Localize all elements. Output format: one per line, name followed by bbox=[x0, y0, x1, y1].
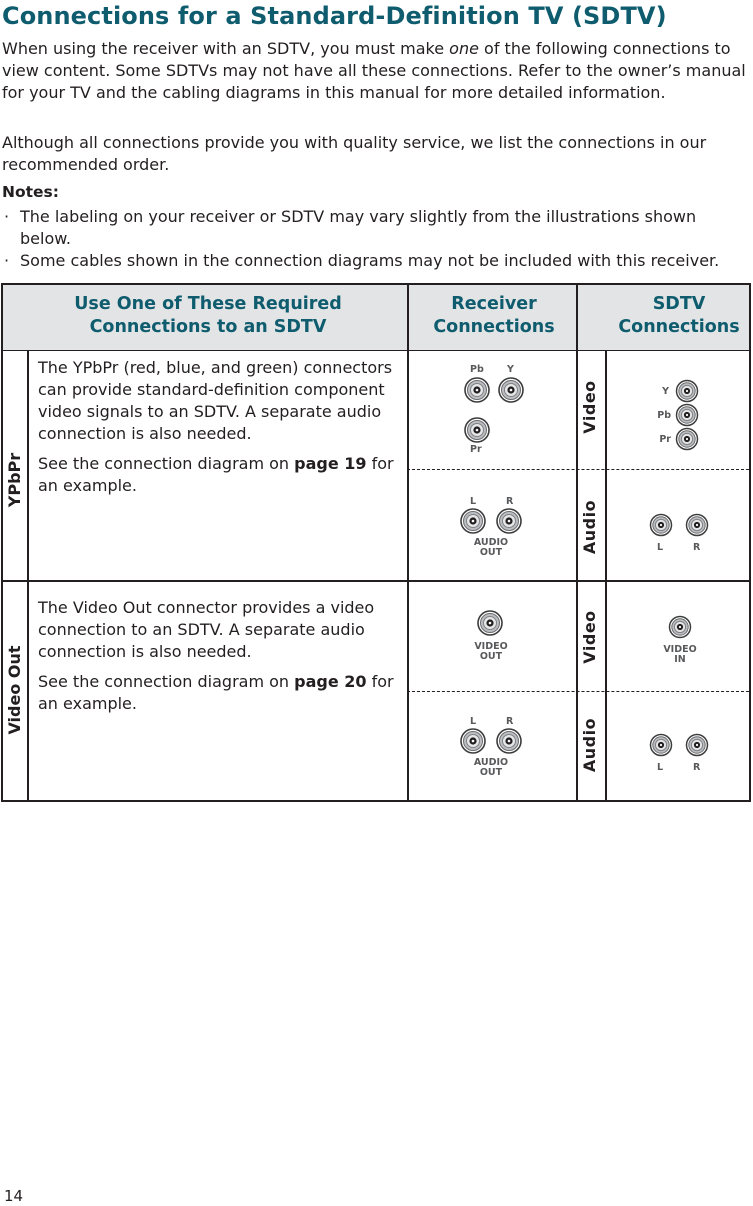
page-number: 14 bbox=[4, 1187, 24, 1205]
jack-y-icon bbox=[499, 378, 523, 402]
jack-audio-l-icon bbox=[461, 509, 485, 533]
jack-pr-icon bbox=[465, 418, 489, 442]
jack-label: L bbox=[470, 716, 477, 727]
page-reference: page 19 bbox=[294, 454, 367, 473]
jack-label: R bbox=[693, 762, 701, 773]
jack-label: R bbox=[506, 496, 514, 507]
jack-label: L bbox=[657, 542, 664, 553]
row-label-ypbpr: YPbPr bbox=[5, 452, 24, 508]
jack-tv-pr-icon bbox=[677, 429, 698, 450]
jack-tv-audio-l-icon bbox=[651, 515, 672, 536]
jack-tv-y-icon bbox=[677, 381, 698, 402]
audio-label: Audio bbox=[580, 499, 599, 555]
jack-label: L bbox=[657, 762, 664, 773]
jack-label: Y bbox=[662, 386, 669, 397]
jack-label: AUDIO bbox=[473, 537, 509, 548]
jack-label: Pb bbox=[470, 364, 484, 375]
jack-label: OUT bbox=[479, 651, 503, 662]
jack-label: L bbox=[470, 496, 477, 507]
jack-audio-r-icon bbox=[497, 509, 521, 533]
jack-label: R bbox=[506, 716, 514, 727]
jack-label: OUT bbox=[479, 767, 503, 778]
header-sdtv-connections: SDTV Connections bbox=[618, 294, 740, 337]
jack-tv-pb-icon bbox=[677, 405, 698, 426]
jack-label: Pr bbox=[659, 434, 671, 445]
video-label: Video bbox=[580, 380, 599, 434]
row-label-video-out: Video Out bbox=[5, 645, 24, 735]
jack-video-in-icon bbox=[670, 617, 691, 638]
row-description: The Video Out connector provides a video connection to an SDTV. A separate audio connection is also needed. See the connection diagram on page 20 for an example. bbox=[38, 598, 394, 713]
row-description: The YPbPr (red, blue, and green) connectors can provide standard-definition component video signals to an SDTV. A separate audio connection is also needed. See the connection diagram on page 19 for an example. bbox=[38, 358, 394, 495]
note-item: · The labeling on your receiver or SDTV may vary slightly from the illustrations shown below. bbox=[4, 207, 697, 248]
emphasis-one: one bbox=[449, 39, 479, 58]
jack-label: Pr bbox=[470, 444, 482, 455]
audio-label: Audio bbox=[580, 717, 599, 773]
intro-paragraph-2: Although all connections provide you with quality service, we list the connections in our recommended order. bbox=[2, 133, 707, 174]
jack-label: Y bbox=[507, 364, 514, 375]
jack-pb-icon bbox=[465, 378, 489, 402]
jack-label: VIDEO bbox=[474, 641, 508, 652]
video-label: Video bbox=[580, 610, 599, 664]
jack-label: Pb bbox=[657, 410, 671, 421]
jack-tv-audio-r-icon bbox=[687, 735, 708, 756]
page-title: Connections for a Standard-Definition TV (SDTV) bbox=[2, 2, 667, 30]
jack-label: IN bbox=[674, 654, 686, 665]
jack-tv-audio-l-icon bbox=[651, 735, 672, 756]
note-item: · Some cables shown in the connection diagrams may not be included with this receiver. bbox=[4, 251, 720, 270]
jack-video-out-icon bbox=[478, 611, 502, 635]
notes-heading: Notes: bbox=[2, 183, 59, 201]
jack-label: VIDEO bbox=[663, 644, 697, 655]
jack-label: AUDIO bbox=[473, 757, 509, 768]
header-required-connections: Use One of These Required Connections to an SDTV bbox=[74, 294, 342, 337]
intro-paragraph-1: When using the receiver with an SDTV, you must make one of the following connections to view content. Some SDTVs may not have all these connections. Refer to the owner’s manual for your TV and the cabling diagrams in this manual for more detailed information. bbox=[2, 39, 746, 102]
jack-tv-audio-r-icon bbox=[687, 515, 708, 536]
page-reference: page 20 bbox=[294, 672, 367, 691]
jack-audio-r-icon bbox=[497, 729, 521, 753]
header-receiver-connections: Receiver Connections bbox=[433, 294, 555, 337]
jack-label: R bbox=[693, 542, 701, 553]
jack-audio-l-icon bbox=[461, 729, 485, 753]
jack-label: OUT bbox=[479, 547, 503, 558]
